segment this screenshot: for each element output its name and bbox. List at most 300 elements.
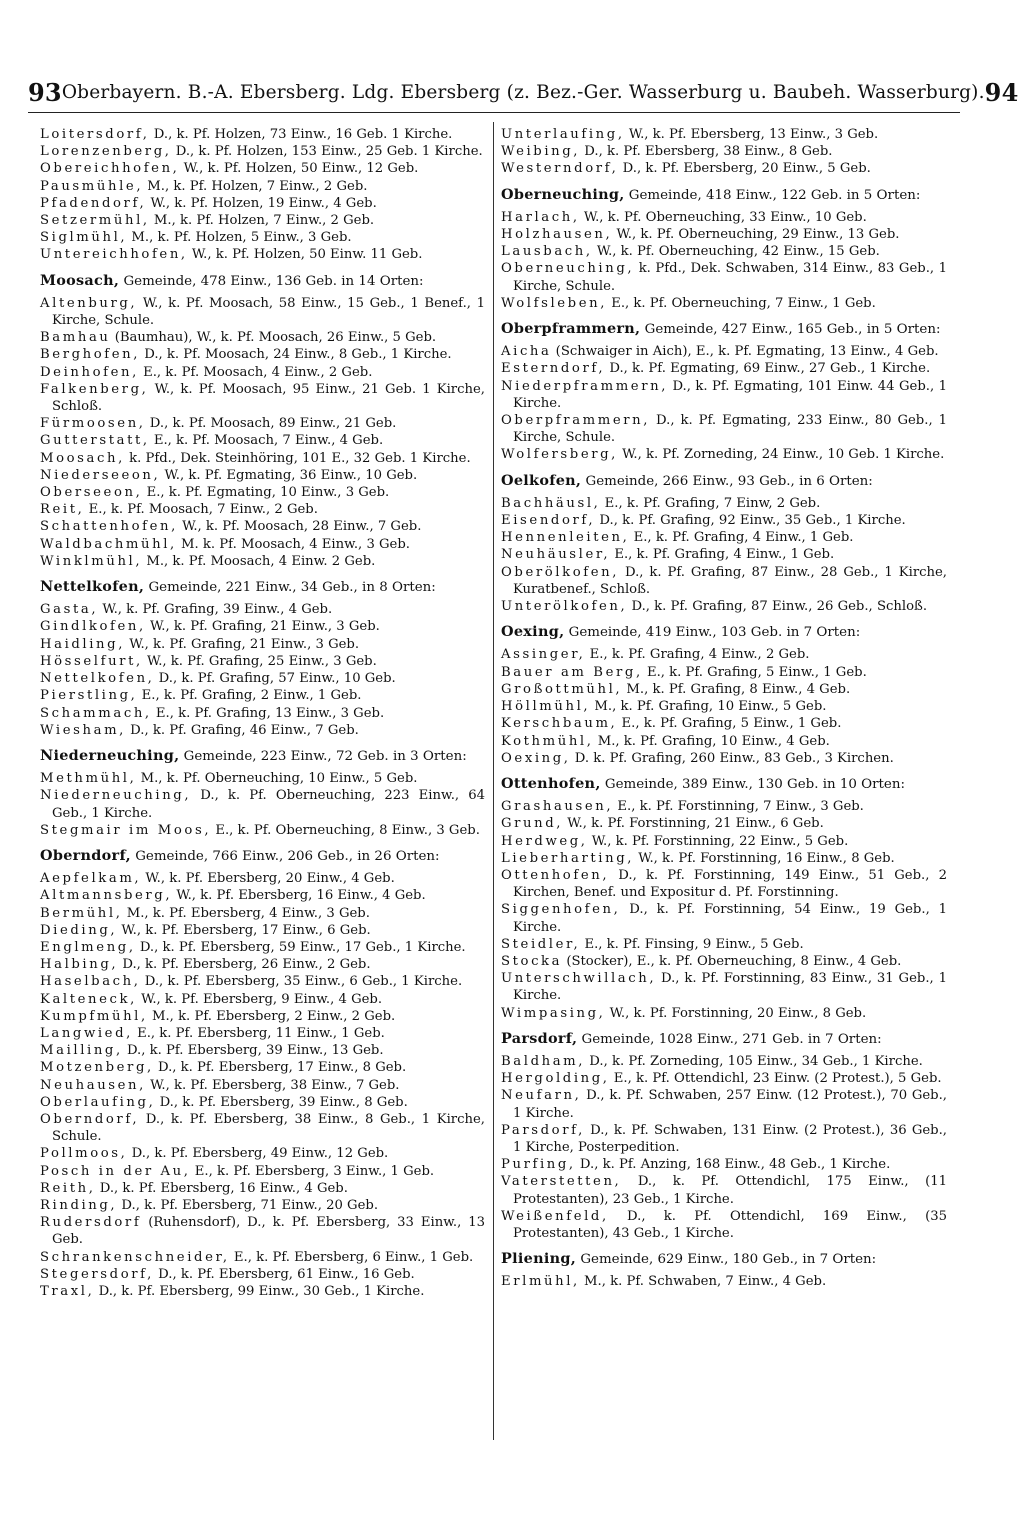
place-entry [40,722,485,739]
place-details: D., k. Pf. Moosach, 89 Einw., 21 Geb. [145,416,397,432]
place-details: D., k. Pf. Schwaben, 131 Einw. (2 Protest.), 36 Geb., 1 Kirche, Posterpedition. [513,1122,947,1155]
place-details: D., k. Pf. Egmating, 69 Einw., 27 Geb., 1 Kirche. [605,361,931,377]
place-entry [40,346,485,363]
place-name: Weißenfeld, [501,1208,609,1224]
place-entry [40,601,485,618]
place-name: Oberseeon, [40,485,143,501]
place-details: D., k. Pf. Ebersberg, 38 Einw., 8 Geb. [580,144,833,160]
place-details: E., k. Pf. Moosach, 7 Einw., 4 Geb. [149,433,384,449]
place-name: Niederpframmern, [501,378,669,394]
place-name: Vaterstetten, [501,1174,622,1190]
municipality-name: Moosach, [40,271,120,289]
municipality-details: Gemeinde, 427 Einw., 165 Geb., in 5 Orten: [640,322,941,338]
place-entry [501,160,947,177]
place-details: E., k. Pf. Ebersberg, 6 Einw., 1 Geb. [229,1249,474,1265]
place-details: D., k. Pf. Ebersberg, 99 Einw., 30 Geb., 1 Kirche. [94,1284,425,1299]
municipality-details: Gemeinde, 418 Einw., 122 Geb. in 5 Orten: [624,187,921,203]
column-divider [493,122,494,1440]
place-details: W., k. Pf. Holzen, 50 Einw., 12 Geb. [179,161,419,177]
place-name: Oberneuching, [501,261,635,277]
place-entry [501,1005,947,1022]
place-name: Rinding, [40,1197,118,1213]
place-name: Bachhäusl, [501,495,601,511]
municipality-heading [501,320,947,338]
place-entry [501,126,947,143]
page-header [28,74,1018,110]
place-details: W., k. Pf. Ebersberg, 16 Einw., 4 Geb. [172,888,426,904]
place-entry [40,787,485,821]
place-entry [40,1214,485,1248]
place-details: W., k. Pf. Grafing, 39 Einw., 4 Geb. [98,602,333,618]
place-name: Steidler, [501,936,581,952]
place-name: Pausmühle, [40,178,144,194]
municipality-name: Oelkofen, [501,471,582,489]
place-details: W., k. Pf. Grafing, 21 Einw., 3 Geb. [125,636,360,652]
place-name: Herdweg, [501,833,588,849]
place-entry [501,715,947,732]
page-number-left: 93 [28,77,62,107]
municipality-heading [501,775,947,793]
place-name: Wolfersberg, [501,447,618,463]
place-entry [40,687,485,704]
municipality-heading [501,623,947,641]
place-entry [40,939,485,956]
place-entry [501,343,947,360]
place-details: E., k. Pf. Grafing, 5 Einw., 1 Geb. [617,716,842,732]
place-details: E., k. Pf. Grafing, 5 Einw., 1 Geb. [642,664,867,680]
place-name: Holzhausen, [501,227,613,243]
place-details: D., k. Pf. Grafing, 87 Einw., 28 Geb., 1 Kirche, Kuratbenef., Schloß. [513,564,947,597]
place-entry [501,867,947,901]
place-entry [501,646,947,663]
place-details: W., k. Pf. Moosach, 95 Einw., 21 Geb. 1 Kirche, Schloß. [52,381,485,415]
place-details: D., k. Pf. Grafing, 57 Einw., 10 Geb. [154,671,396,687]
municipality-details: Gemeinde, 419 Einw., 103 Geb. in 7 Orten: [564,625,861,641]
place-details: D., k. Pf. Egmating, 101 Einw. 44 Geb., 1 Kirche. [513,378,947,411]
place-details: W., k. Pf. Oberneuching, 42 Einw., 15 Geb. [592,244,880,260]
place-name: Altmannsberg, [40,888,173,904]
place-name: Lieberharting, [501,850,635,866]
place-entry [501,1070,947,1087]
place-entry [501,953,947,970]
place-entry [501,901,947,935]
place-name: Siggenhofen, [501,902,621,918]
place-entry [501,733,947,750]
place-name: Weibing, [501,144,581,160]
place-name: Neuhäusler, [501,547,611,563]
place-entry [40,450,485,467]
place-entry [501,1053,947,1070]
place-details: D., k. Pf. Ebersberg, 71 Einw., 20 Geb. [117,1197,379,1213]
place-name: Schammach, [40,705,152,721]
place-entry [40,484,485,501]
place-details: D., k. Pf. Grafing, 92 Einw., 35 Geb., 1 Kirche. [595,513,906,529]
municipality-name: Oberndorf, [40,846,131,864]
place-name: Unterschwillach, [501,971,657,987]
place-entry [40,887,485,904]
place-details: M., k. Pf. Moosach, 4 Einw. 2 Geb. [142,553,376,569]
place-name: Siglmühl, [40,230,128,246]
place-details: M., k. Pf. Schwaben, 7 Einw., 4 Geb. [579,1274,827,1290]
place-name: Grashausen, [501,799,614,815]
place-details: E., k. Pf. Grafing, 13 Einw., 3 Geb. [151,705,385,721]
place-entry [501,378,947,412]
place-details: D. k. Pf. Grafing, 260 Einw., 83 Geb., 3 Kirchen. [570,750,894,766]
place-name: Oberlaufing, [40,1094,156,1110]
place-name: Lorenzenberg, [40,144,172,160]
place-name: Fürmoosen, [40,416,146,432]
place-name: Parsdorf, [501,1122,585,1138]
place-name: Hösselfurt, [40,653,143,669]
place-name: Motzenberg, [40,1060,154,1076]
place-entry [40,670,485,687]
place-details: D., k. Pf. Forstinning, 83 Einw., 31 Geb., 1 Kirche. [513,971,947,1004]
place-details: D., k. Pf. Ebersberg, 20 Einw., 5 Geb. [618,161,871,177]
place-entry [40,653,485,670]
municipality-name: Oberpframmern, [501,320,641,338]
municipality-heading [501,186,947,204]
place-name: Oexing, [501,750,571,766]
place-entry [40,1163,485,1180]
municipality-heading [40,847,485,865]
place-name: Nettelkofen, [40,671,155,687]
place-details: M., k. Pf. Ebersberg, 2 Einw., 2 Geb. [147,1008,396,1024]
place-entry [40,1266,485,1283]
place-entry [40,195,485,212]
place-entry [501,936,947,953]
place-entry [40,1180,485,1197]
place-details: (Stocker), E., k. Pf. Oberneuching, 8 Einw., 4 Geb. [562,953,902,969]
place-details: W., k. Pf. Forstinning, 22 Einw., 5 Geb. [587,833,849,849]
place-name: Kalteneck, [40,991,137,1007]
place-details: D., k. Pf. Holzen, 153 Einw., 25 Geb. 1 Kirche. [171,144,483,160]
place-entry [40,415,485,432]
place-details: W., k. Pf. Forstinning, 20 Einw., 8 Geb. [605,1005,867,1021]
place-name: Grund, [501,816,564,832]
place-name: Englmeng, [40,939,136,955]
municipality-name: Pliening, [501,1250,577,1268]
place-name: Oberndorf, [40,1111,140,1127]
place-entry [501,226,947,243]
place-name: Halbing, [40,957,119,973]
place-details: W., k. Pf. Moosach, 28 Einw., 7 Geb. [177,519,422,535]
place-entry [501,260,947,294]
place-entry [501,664,947,681]
place-name: Moosach, [40,450,125,466]
place-details: W., k. Pf. Grafing, 25 Einw., 3 Geb. [142,653,377,669]
place-details: W., k. Pf. Ebersberg, 9 Einw., 4 Geb. [136,991,383,1007]
place-entry [501,681,947,698]
place-details: M., k. Pf. Oberneuching, 10 Einw., 5 Geb. [136,771,418,787]
place-name: Stocka [501,953,563,969]
place-details: M. k. Pf. Moosach, 4 Einw., 3 Geb. [176,536,410,552]
place-name: Langwied, [40,1025,133,1041]
place-name: Traxl, [40,1284,95,1299]
place-name: Ottenhofen, [501,867,610,883]
place-details: W., k. Pf. Moosach, 58 Einw., 15 Geb., 1 Benef., 1 Kirche, Schule. [52,295,485,329]
place-entry [40,870,485,887]
place-entry [40,822,485,839]
place-details: D., k. Pf. Holzen, 73 Einw., 16 Geb. 1 Kirche. [149,127,453,142]
place-details: D., k. Pf. Zorneding, 105 Einw., 34 Geb., 1 Kirche. [585,1053,923,1069]
place-name: Bamhau [40,330,111,346]
place-details: M., k. Pf. Ebersberg, 4 Einw., 3 Geb. [122,905,370,921]
place-entry [40,973,485,990]
municipality-details: Gemeinde, 221 Einw., 34 Geb., in 8 Orten: [144,580,436,596]
place-entry [501,1122,947,1156]
place-details: D., k. Pf. Ottendichl, 175 Einw., (11 Protestanten), 23 Geb., 1 Kirche. [513,1174,947,1207]
place-details: D., k. Pf. Ebersberg, 39 Einw., 13 Geb. [122,1043,384,1059]
place-name: Wiesham, [40,722,126,738]
place-name: Waldbachmühl, [40,536,177,552]
place-name: Methmühl, [40,771,137,787]
place-entry [40,160,485,177]
place-name: Niederseeon, [40,467,161,483]
municipality-details: Gemeinde, 629 Einw., 180 Geb., in 7 Orten: [576,1252,877,1268]
place-entry [40,705,485,722]
place-details: E., k. Pf. Forstinning, 7 Einw., 3 Geb. [613,799,864,815]
place-entry [501,243,947,260]
place-name: Obereichhofen, [40,161,180,177]
place-details: E., k. Pf. Grafing, 4 Einw., 2 Geb. [585,647,810,663]
place-details: k. Pfd., Dek. Steinhöring, 101 E., 32 Geb. 1 Kirche. [124,450,471,466]
place-entry [40,364,485,381]
place-details: E., k. Pf. Oberneuching, 8 Einw., 3 Geb. [211,822,480,838]
place-name: Bermühl, [40,905,123,921]
place-details: W., k. Pf. Oberneuching, 33 Einw., 10 Geb. [579,209,867,225]
place-name: Wolfsleben, [501,295,608,311]
municipality-details: Gemeinde, 1028 Einw., 271 Geb. in 7 Orten: [577,1031,882,1047]
place-details: D., k. Pf. Ebersberg, 61 Einw., 16 Geb. [153,1266,415,1282]
place-entry [501,564,947,598]
municipality-heading [501,1030,947,1048]
place-entry [40,381,485,415]
place-details: W., k. Pf. Oberneuching, 29 Einw., 13 Geb. [612,227,900,243]
place-entry [40,536,485,553]
place-name: Stegersdorf, [40,1266,154,1282]
place-entry [40,518,485,535]
place-name: Winklmühl, [40,553,143,569]
place-entry [501,1087,947,1121]
place-name: Pierstling, [40,688,138,704]
place-name: Unterlaufing, [501,127,625,142]
place-name: Esterndorf, [501,361,606,377]
place-name: Haidling, [40,636,125,652]
place-name: Niederneuching, [40,788,192,804]
place-name: Posch in der Au, [40,1163,191,1179]
place-entry [501,360,947,377]
place-name: Untereichhofen, [40,247,188,263]
place-entry [40,618,485,635]
place-name: Gindlkofen, [40,619,146,635]
place-details: E., k. Pf. Grafing, 7 Einw, 2 Geb. [600,495,821,511]
page-number-right: 94 [984,77,1018,107]
municipality-heading [40,747,485,765]
place-entry [40,143,485,160]
place-details: W., k. Pf. Egmating, 36 Einw., 10 Geb. [160,467,418,483]
place-entry [40,329,485,346]
place-name: Hergolding, [501,1071,610,1087]
place-name: Loitersdorf, [40,127,150,142]
place-details: D., k. Pf. Moosach, 24 Einw., 8 Geb., 1 Kirche. [140,347,452,363]
place-details: E., k. Pf. Moosach, 7 Einw., 2 Geb. [84,502,318,518]
municipality-details: Gemeinde, 478 Einw., 136 Geb. in 14 Orten: [119,273,424,289]
place-details: W., k. Pf. Ebersberg, 38 Einw., 7 Geb. [145,1077,400,1093]
place-details: D., k. Pf. Grafing, 46 Einw., 7 Geb. [125,722,359,738]
place-name: Setzermühl, [40,213,150,229]
page-title: Oberbayern. B.-A. Ebersberg. Ldg. Ebersberg (z. Bez.-Ger. Wasserburg u. Baubeh. Wasserburg). [61,81,985,103]
place-entry [501,546,947,563]
place-entry [40,212,485,229]
place-entry [501,446,947,463]
municipality-details: Gemeinde, 223 Einw., 72 Geb. in 3 Orten: [179,748,467,764]
place-entry [40,1283,485,1300]
place-name: Oberölkofen, [501,564,620,580]
place-details: M., k. Pf. Grafing, 10 Einw., 4 Geb. [593,733,830,749]
place-details: D., k. Pf. Forstinning, 149 Einw., 51 Geb., 2 Kirchen, Benef. und Expositur d. Pf. Forstinning. [513,867,947,901]
place-name: Altenburg, [40,295,138,311]
place-name: Höllmühl, [501,699,591,715]
place-details: E., k. Pf. Grafing, 4 Einw., 1 Geb. [610,547,835,563]
place-entry [501,798,947,815]
place-name: Neuhausen, [40,1077,146,1093]
place-name: Assinger, [501,647,586,663]
place-details: D., k. Pf. Schwaben, 257 Einw. (12 Protest.), 70 Geb., 1 Kirche. [513,1088,947,1121]
place-name: Gutterstatt, [40,433,150,449]
place-entry [40,991,485,1008]
place-entry [40,246,485,263]
place-name: Dieding, [40,922,118,938]
place-name: Harlach, [501,209,580,225]
place-details: D., k. Pf. Grafing, 87 Einw., 26 Geb., Schloß. [627,599,928,615]
place-name: Kumpfmühl, [40,1008,148,1024]
place-entry [501,143,947,160]
municipality-name: Oexing, [501,623,565,641]
place-details: (Ruhensdorf), D., k. Pf. Ebersberg, 33 Einw., 13 Geb. [52,1215,485,1248]
place-name: Baldham, [501,1053,586,1069]
place-entry [40,1111,485,1145]
place-details: M., k. Pf. Grafing, 8 Einw., 4 Geb. [622,681,851,697]
place-entry [40,1042,485,1059]
place-details: D., k. Pf. Ebersberg, 26 Einw., 2 Geb. [118,957,371,973]
place-details: D., k. Pf. Ebersberg, 38 Einw., 8 Geb., 1 Kirche, Schule. [52,1111,485,1145]
place-name: Purfing, [501,1157,576,1173]
place-name: Rudersdorf [40,1215,142,1231]
header-rule [28,112,960,113]
place-name: Lausbach, [501,244,593,260]
place-name: Neufarn, [501,1088,582,1104]
place-details: W., k. Pf. Ebersberg, 17 Einw., 6 Geb. [117,922,371,938]
place-details: E., k. Pf. Ebersberg, 11 Einw., 1 Geb. [132,1025,385,1041]
place-details: E., k. Pf. Ottendichl, 23 Einw. (2 Protest.), 5 Geb. [609,1071,942,1087]
place-details: D., k. Pf. Ebersberg, 16 Einw., 4 Geb. [95,1180,348,1196]
place-details: W., k. Pf. Ebersberg, 13 Einw., 3 Geb. [624,127,879,142]
place-name: Großottmühl, [501,681,623,697]
place-details: M., k. Pf. Holzen, 7 Einw., 2 Geb. [143,178,368,194]
place-entry [40,1025,485,1042]
place-details: (Schwaiger in Aich), E., k. Pf. Egmating, 13 Einw., 4 Geb. [551,344,939,360]
place-details: E., k. Pf. Moosach, 4 Einw., 2 Geb. [138,364,373,380]
municipality-name: Ottenhofen, [501,774,601,792]
municipality-name: Niederneuching, [40,746,180,764]
place-details: W., k. Pf. Holzen, 19 Einw., 4 Geb. [146,195,377,211]
place-entry [501,1273,947,1290]
municipality-name: Parsdorf, [501,1029,578,1047]
place-details: M., k. Pf. Grafing, 10 Einw., 5 Geb. [590,699,827,715]
place-details: E., k. Pf. Ebersberg, 3 Einw., 1 Geb. [190,1163,435,1179]
place-entry [501,1208,947,1242]
place-details: D., k. Pf. Egmating, 233 Einw., 80 Geb., 1 Kirche, Schule. [513,413,947,446]
place-details: W., k. Pf. Grafing, 21 Einw., 3 Geb. [145,619,380,635]
place-name: Kothmühl, [501,733,594,749]
place-name: Unterölkofen, [501,599,628,615]
place-name: Pollmoos, [40,1146,128,1162]
place-details: E., k. Pf. Grafing, 2 Einw., 1 Geb. [137,688,362,704]
place-entry [40,1008,485,1025]
municipality-heading [501,1250,947,1268]
place-entry [40,295,485,329]
place-name: Pfadendorf, [40,195,147,211]
place-entry [40,501,485,518]
place-entry [501,815,947,832]
place-details: D., k. Pf. Anzing, 168 Einw., 48 Geb., 1 Kirche. [575,1157,891,1173]
place-entry [40,956,485,973]
place-name: Haselbach, [40,974,141,990]
place-name: Berghofen, [40,347,141,363]
place-name: Schrankenschneider, [40,1249,230,1265]
municipality-details: Gemeinde, 766 Einw., 206 Geb., in 26 Orten: [130,848,440,864]
place-name: Gasta, [40,602,99,618]
place-entry [40,770,485,787]
place-entry [40,178,485,195]
place-entry [40,553,485,570]
place-entry [501,1173,947,1207]
place-name: Falkenberg, [40,381,149,397]
place-entry [501,529,947,546]
place-name: Stegmair im Moos, [40,822,212,838]
place-details: D., k. Pf. Ebersberg, 17 Einw., 8 Geb. [153,1060,407,1076]
place-entry [501,850,947,867]
place-name: Westerndorf, [501,161,619,177]
place-details: M., k. Pf. Holzen, 7 Einw., 2 Geb. [149,213,375,229]
place-details: E., k. Pf. Egmating, 10 Einw., 3 Geb. [142,485,390,501]
place-details: W., k. Pf. Holzen, 50 Einw. 11 Geb. [187,247,423,263]
place-name: Kerschbaum, [501,716,618,732]
place-name: Aepfelkam, [40,871,142,887]
place-name: Schattenhofen, [40,519,178,535]
place-entry [40,126,485,143]
place-details: W., k. Pf. Zorneding, 24 Einw., 10 Geb. 1 Kirche. [617,447,945,463]
place-entry [40,229,485,246]
place-entry [40,922,485,939]
place-name: Deinhofen, [40,364,139,380]
place-details: W., k. Pf. Forstinning, 21 Einw., 6 Geb. [563,816,824,832]
place-name: Oberpframmern, [501,413,651,429]
place-details: D., k. Pf. Oberneuching, 223 Einw., 64 Geb., 1 Kirche. [52,788,485,821]
place-entry [40,1197,485,1214]
place-entry [501,209,947,226]
place-details: D., k. Pf. Forstinning, 54 Einw., 19 Geb., 1 Kirche. [513,902,947,935]
municipality-heading [40,578,485,596]
right-column [501,126,947,1291]
place-details: D., k. Pf. Ebersberg, 39 Einw., 8 Geb. [155,1094,408,1110]
municipality-name: Oberneuching, [501,185,625,203]
place-entry [501,295,947,312]
place-entry [501,750,947,767]
place-entry [40,1094,485,1111]
place-details: M., k. Pf. Holzen, 5 Einw., 3 Geb. [127,230,352,246]
place-entry [40,432,485,449]
